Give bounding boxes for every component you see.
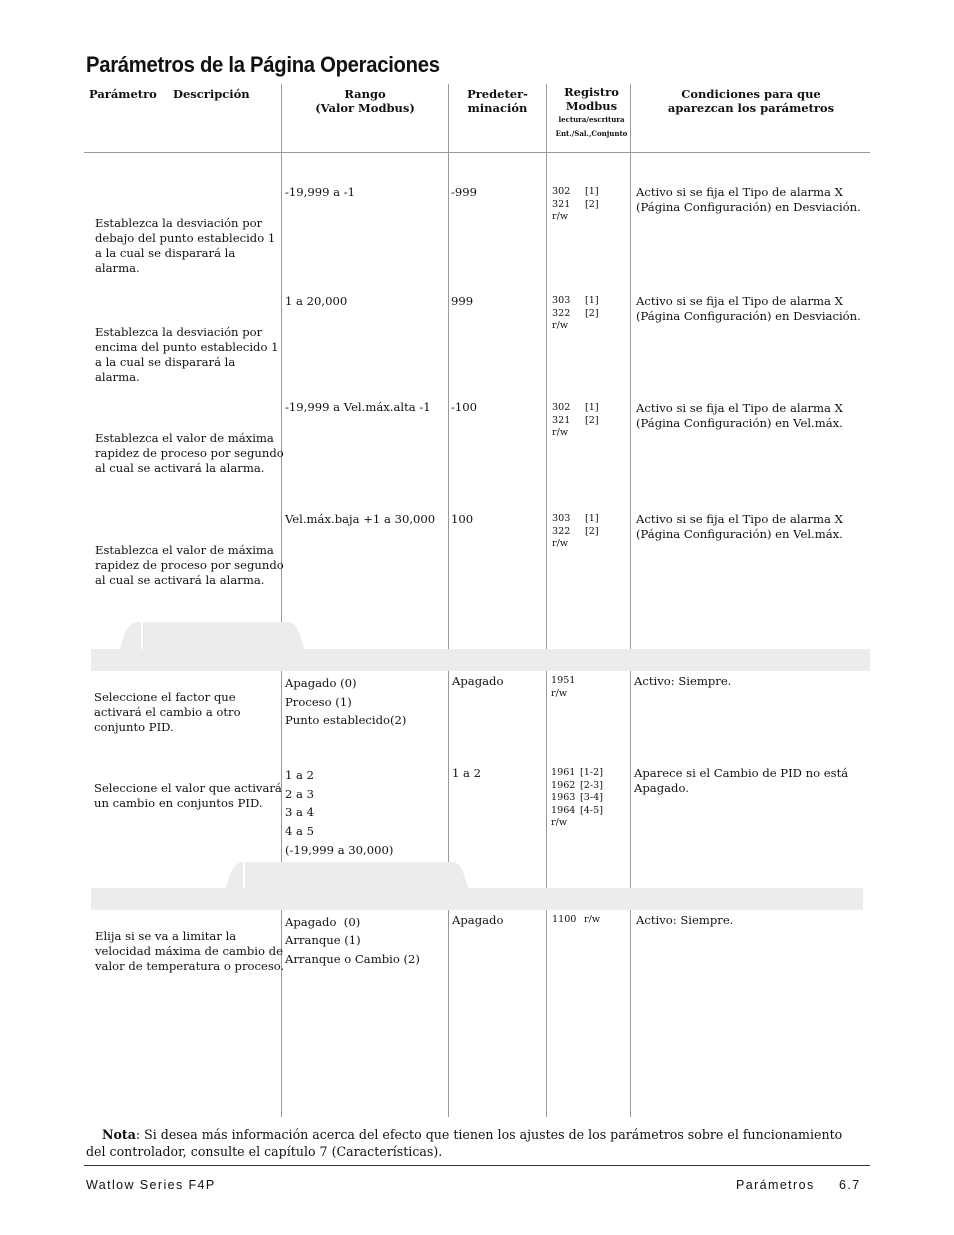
reg-num: 322: [552, 525, 571, 537]
reg-num: 303: [552, 513, 571, 524]
footer-page-number: 6.7: [839, 1178, 861, 1192]
header-registro-line1: Registro: [564, 85, 619, 99]
desc-line: rapidez de proceso por segundo: [95, 446, 284, 460]
row-4-predeterminacion: 100: [451, 512, 474, 526]
row-7-descripcion: [95, 929, 284, 974]
reg-set: [4-5]: [580, 804, 603, 816]
range-option: 2 a 3: [285, 786, 315, 801]
desc-line: al cual se activará la alarma.: [95, 461, 265, 475]
row-4-descripcion: [95, 543, 284, 588]
header-rango-line1: Rango: [344, 87, 386, 101]
reg-set: [2]: [585, 198, 599, 210]
range-option: Proceso (1): [285, 694, 352, 709]
range-option: Punto establecido(2): [285, 713, 407, 727]
range-option: Arranque o Cambio (2): [285, 951, 420, 966]
reg-rw: r/w: [551, 687, 568, 699]
row-7-rango: [285, 913, 420, 968]
desc-line: alarma.: [95, 261, 140, 275]
row-5-registro: [551, 675, 575, 700]
row-5-rango: [285, 674, 406, 730]
header-rule: [84, 152, 870, 153]
note-label: Nota: [102, 1127, 136, 1142]
footer-section: Parámetros: [736, 1178, 815, 1192]
row-7-registro: [552, 914, 600, 927]
reg-set: [2]: [585, 307, 599, 319]
header-condiciones: [631, 87, 871, 115]
range-option: Apagado (0): [285, 676, 357, 690]
reg-rw: r/w: [552, 211, 569, 222]
desc-line: valor de temperatura o proceso.: [95, 959, 285, 973]
reg-num: 321: [552, 414, 571, 426]
row-3-registro: [552, 402, 599, 440]
row-6-descripcion: [94, 781, 282, 811]
reg-set: [2]: [585, 414, 599, 426]
row-4-registro: [552, 513, 599, 551]
reg-num: 1963: [551, 792, 576, 803]
row-6-condiciones: [634, 766, 848, 796]
desc-line: a la cual se disparará la: [95, 355, 236, 369]
cond-line: Activo si se fija el Tipo de alarma X: [636, 294, 843, 308]
header-parametro: Parámetro: [89, 87, 157, 101]
row-1-registro: [552, 186, 599, 224]
header-predeterminacion: [449, 87, 546, 115]
cond-line: Activo si se fija el Tipo de alarma X: [636, 512, 843, 526]
header-registro-line2: Modbus: [565, 99, 618, 113]
section-band-pid: [91, 649, 870, 671]
cond-line: (Página Configuración) en Vel.máx.: [636, 416, 843, 430]
reg-set: [3-4]: [580, 792, 603, 803]
range-option: 4 a 5: [285, 824, 315, 839]
desc-line: encima del punto establecido 1: [95, 340, 279, 354]
row-3-predeterminacion: -100: [451, 400, 478, 414]
reg-rw: r/w: [551, 817, 568, 828]
row-5-descripcion: [94, 690, 241, 735]
row-1-rango: -19,999 a -1: [285, 185, 356, 199]
cond-line: (Página Configuración) en Vel.máx.: [636, 527, 843, 541]
row-2-condiciones: [636, 294, 861, 324]
row-2-predeterminacion: 999: [451, 294, 474, 308]
cond-line: Activo: Siempre.: [636, 913, 734, 927]
row-3-rango: -19,999 a Vel.máx.alta -1: [285, 400, 431, 414]
reg-num: 1961: [551, 767, 576, 778]
reg-rw: r/w: [552, 320, 569, 331]
desc-line: debajo del punto establecido 1: [95, 231, 276, 245]
reg-set: [2-3]: [580, 779, 603, 791]
reg-num: 1951: [551, 675, 576, 686]
footer-brand: Watlow Series F4P: [86, 1178, 216, 1192]
header-cond-line1: Condiciones para que: [681, 87, 821, 101]
cond-line: (Página Configuración) en Desviación.: [636, 200, 861, 214]
section-tab-rampa: [226, 861, 468, 888]
cond-line: Activo si se fija el Tipo de alarma X: [636, 401, 843, 415]
reg-rw: r/w: [584, 914, 601, 925]
row-2-registro: [552, 295, 599, 333]
cond-line: Activo: Siempre.: [634, 674, 732, 688]
header-registro-sub2: Ent./Sal.,Conjunto: [555, 129, 628, 138]
cond-line: (Página Configuración) en Desviación.: [636, 309, 861, 323]
header-registro: [546, 85, 637, 141]
desc-line: un cambio en conjuntos PID.: [94, 796, 263, 810]
reg-num: 322: [552, 307, 571, 319]
desc-line: velocidad máxima de cambio de: [95, 944, 283, 958]
desc-line: Establezca el valor de máxima: [95, 431, 274, 445]
header-rango: [282, 87, 448, 115]
range-option: 3 a 4: [285, 805, 315, 820]
row-5-condiciones: [634, 674, 731, 689]
desc-line: Seleccione el factor que: [94, 690, 236, 704]
cond-line: Apagado.: [634, 781, 689, 795]
row-4-condiciones: [636, 512, 843, 542]
header-predet-line2: minación: [467, 101, 528, 115]
row-7-condiciones: [636, 913, 733, 928]
page-title: Parámetros de la Página Operaciones: [86, 52, 440, 77]
reg-num: 1100: [552, 914, 577, 925]
range-option: 1 a 2: [285, 768, 315, 782]
range-option: Arranque (1): [285, 933, 361, 948]
reg-num: 1962: [551, 779, 576, 791]
reg-num: 321: [552, 198, 571, 210]
row-7-predeterminacion: Apagado: [452, 913, 504, 927]
row-4-rango: Vel.máx.baja +1 a 30,000: [285, 512, 436, 526]
header-predet-line1: Predeter-: [467, 87, 528, 101]
cond-line: Aparece si el Cambio de PID no está: [634, 766, 849, 780]
reg-num: 303: [552, 295, 571, 306]
desc-line: a la cual se disparará la: [95, 246, 236, 260]
reg-rw: r/w: [552, 538, 569, 549]
reg-set: [1]: [585, 186, 599, 197]
section-band-rampa: [91, 888, 863, 910]
desc-line: conjunto PID.: [94, 720, 174, 734]
column-divider-3: [546, 84, 547, 1117]
desc-line: Establezca la desviación por: [95, 216, 263, 230]
row-1-predeterminacion: -999: [451, 185, 478, 199]
desc-line: al cual se activará la alarma.: [95, 573, 265, 587]
section-tab-pid: [120, 621, 304, 649]
column-divider-2: [448, 84, 449, 1117]
row-6-rango: [285, 766, 393, 860]
range-option: Apagado (0): [285, 915, 361, 929]
row-3-condiciones: [636, 401, 843, 431]
desc-line: activará el cambio a otro: [94, 705, 241, 719]
desc-line: Establezca la desviación por: [95, 325, 263, 339]
footer-rule: [84, 1165, 870, 1166]
note-text-line2: del controlador, consulte el capítulo 7 (Características).: [86, 1144, 443, 1159]
reg-set: [1-2]: [580, 767, 603, 778]
range-option: (-19,999 a 30,000): [285, 842, 394, 857]
row-1-condiciones: [636, 185, 861, 215]
row-2-descripcion: [95, 325, 279, 385]
reg-set: [2]: [585, 525, 599, 537]
desc-line: rapidez de proceso por segundo: [95, 558, 284, 572]
row-1-descripcion: [95, 216, 275, 276]
header-descripcion: Descripción: [173, 87, 250, 101]
reg-set: [1]: [585, 295, 599, 306]
cond-line: Activo si se fija el Tipo de alarma X: [636, 185, 843, 199]
desc-line: Seleccione el valor que activará: [94, 781, 282, 795]
note: [86, 1126, 866, 1160]
row-3-descripcion: [95, 431, 284, 476]
reg-num: 302: [552, 186, 571, 197]
row-6-registro: [551, 767, 603, 830]
reg-set: [1]: [585, 513, 599, 524]
reg-rw: r/w: [552, 427, 569, 438]
desc-line: Elija si se va a limitar la: [95, 929, 237, 943]
reg-num: 302: [552, 402, 571, 413]
desc-line: alarma.: [95, 370, 140, 384]
reg-num: 1964: [551, 804, 576, 816]
row-6-predeterminacion: 1 a 2: [452, 766, 482, 780]
header-rango-line2: (Valor Modbus): [315, 101, 415, 115]
header-registro-sub1: lectura/escritura: [558, 115, 625, 124]
row-2-rango: 1 a 20,000: [285, 294, 348, 308]
note-text-line1: : Si desea más información acerca del efecto que tienen los ajustes de los parámetros sobre el funcionamiento: [135, 1127, 843, 1142]
row-5-predeterminacion: Apagado: [452, 674, 504, 688]
header-cond-line2: aparezcan los parámetros: [667, 101, 835, 115]
desc-line: Establezca el valor de máxima: [95, 543, 274, 557]
reg-set: [1]: [585, 402, 599, 413]
column-divider-4: [630, 84, 631, 1117]
